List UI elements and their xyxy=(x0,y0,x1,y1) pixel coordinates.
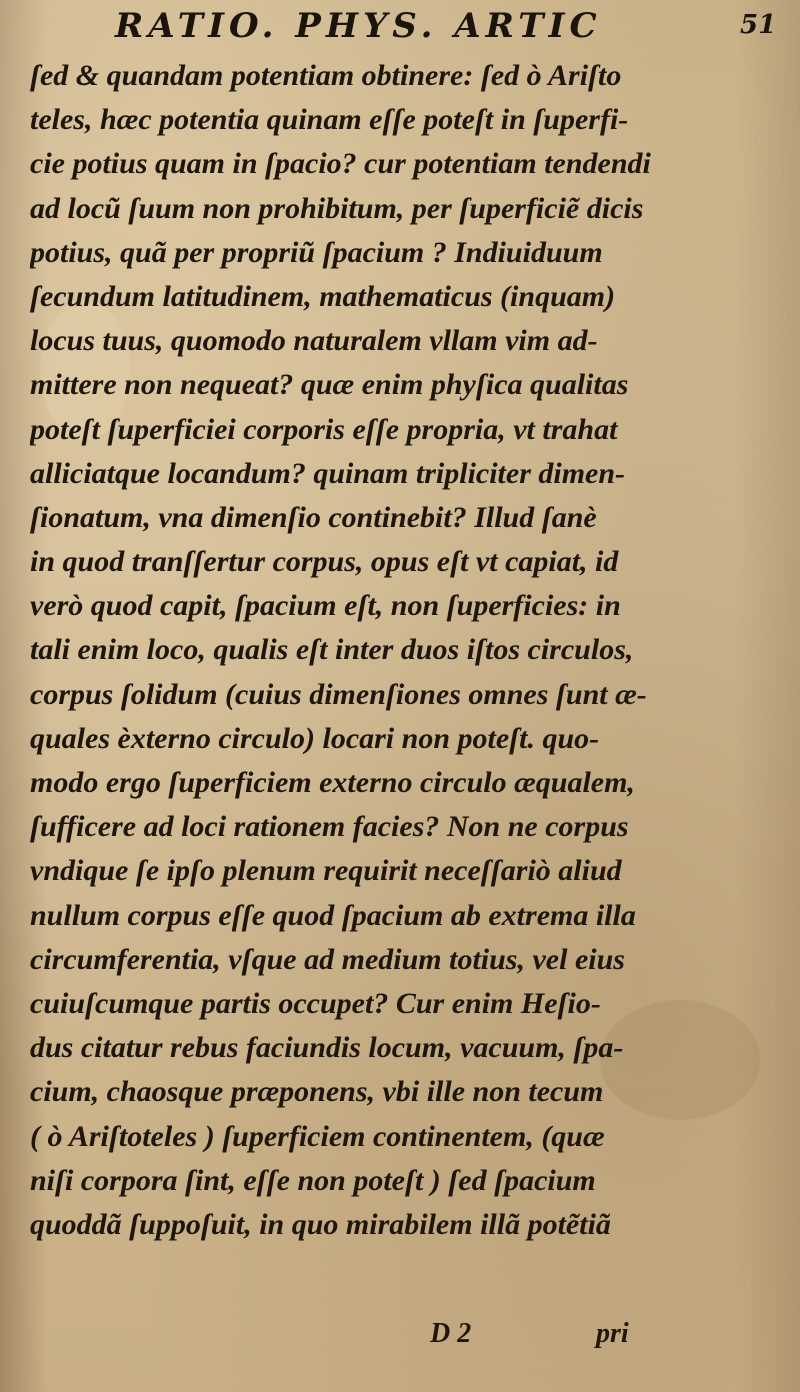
text-line: ſufficere ad loci rationem facies? Non ne corpus xyxy=(30,810,629,844)
text-line: corpus ſolidum (cuius dimenſiones omnes ſunt æ- xyxy=(30,677,647,711)
text-line: ſecundum latitudinem, mathematicus (inquam) xyxy=(30,279,616,313)
text-line: potius, quã per propriũ ſpacium ? Indiuiduum xyxy=(30,235,603,269)
text-line: in quod tranſſertur corpus, opus eſt vt capiat, id xyxy=(30,545,619,579)
text-line: tali enim loco, qualis eſt inter duos iſtos circulos, xyxy=(30,633,634,667)
catchword: pri xyxy=(596,1318,629,1349)
text-line: quales èxterno circulo) locari non poteſt. quo- xyxy=(30,721,600,755)
page-number: 51 xyxy=(740,10,777,40)
text-line: dus citatur rebus faciundis locum, vacuum, ſpa- xyxy=(30,1031,624,1065)
body-text xyxy=(30,54,790,1247)
text-line: ſed & quandam potentiam obtinere: ſed ò Ariſto xyxy=(30,59,622,92)
text-line: ſionatum, vna dimenſio continebit? Illud ſanè xyxy=(30,500,597,534)
catchline xyxy=(0,1318,800,1358)
text-line: cium, chaosque præponens, vbi ille non tecum xyxy=(30,1075,604,1109)
text-line: vndique ſe ipſo plenum requirit neceſſariò aliud xyxy=(30,854,622,888)
text-line: circumferentia, vſque ad medium totius, vel eius xyxy=(30,942,625,976)
text-line: teles, hæc potentia quinam eſſe poteſt in ſuperfi- xyxy=(30,103,629,137)
text-line: verò quod capit, ſpacium eſt, non ſuperficies: in xyxy=(30,589,621,623)
text-line: nullum corpus eſſe quod ſpacium ab extrema illa xyxy=(30,898,636,932)
text-line: niſi corpora ſint, eſſe non poteſt ) ſed ſpacium xyxy=(30,1163,596,1197)
text-line: modo ergo ſuperficiem externo circulo æqualem, xyxy=(30,766,635,799)
text-line: poteſt ſuperficiei corporis eſſe propria, vt trahat xyxy=(30,412,618,446)
text-line: locus tuus, quomodo naturalem vllam vim ad- xyxy=(30,324,598,358)
signature-mark: D 2 xyxy=(430,1318,472,1349)
text-line: cie potius quam in ſpacio? cur potentiam tendendi xyxy=(30,147,651,181)
text-line: ad locũ ſuum non prohibitum, per ſuperficiẽ dicis xyxy=(30,191,644,225)
text-line: quoddã ſuppoſuit, in quo mirabilem illã potẽtiã xyxy=(30,1207,611,1241)
running-head xyxy=(0,6,800,56)
running-title: RATIO. PHYS. ARTIC xyxy=(115,6,602,46)
text-line: mittere non nequeat? quæ enim phyſica qualitas xyxy=(30,368,629,402)
text-line: cuiuſcumque partis occupet? Cur enim Heſio- xyxy=(30,986,601,1020)
text-line: alliciatque locandum? quinam tripliciter dimen- xyxy=(30,456,626,490)
text-line: ( ò Ariſtoteles ) ſuperficiem continentem, (quæ xyxy=(30,1119,605,1153)
